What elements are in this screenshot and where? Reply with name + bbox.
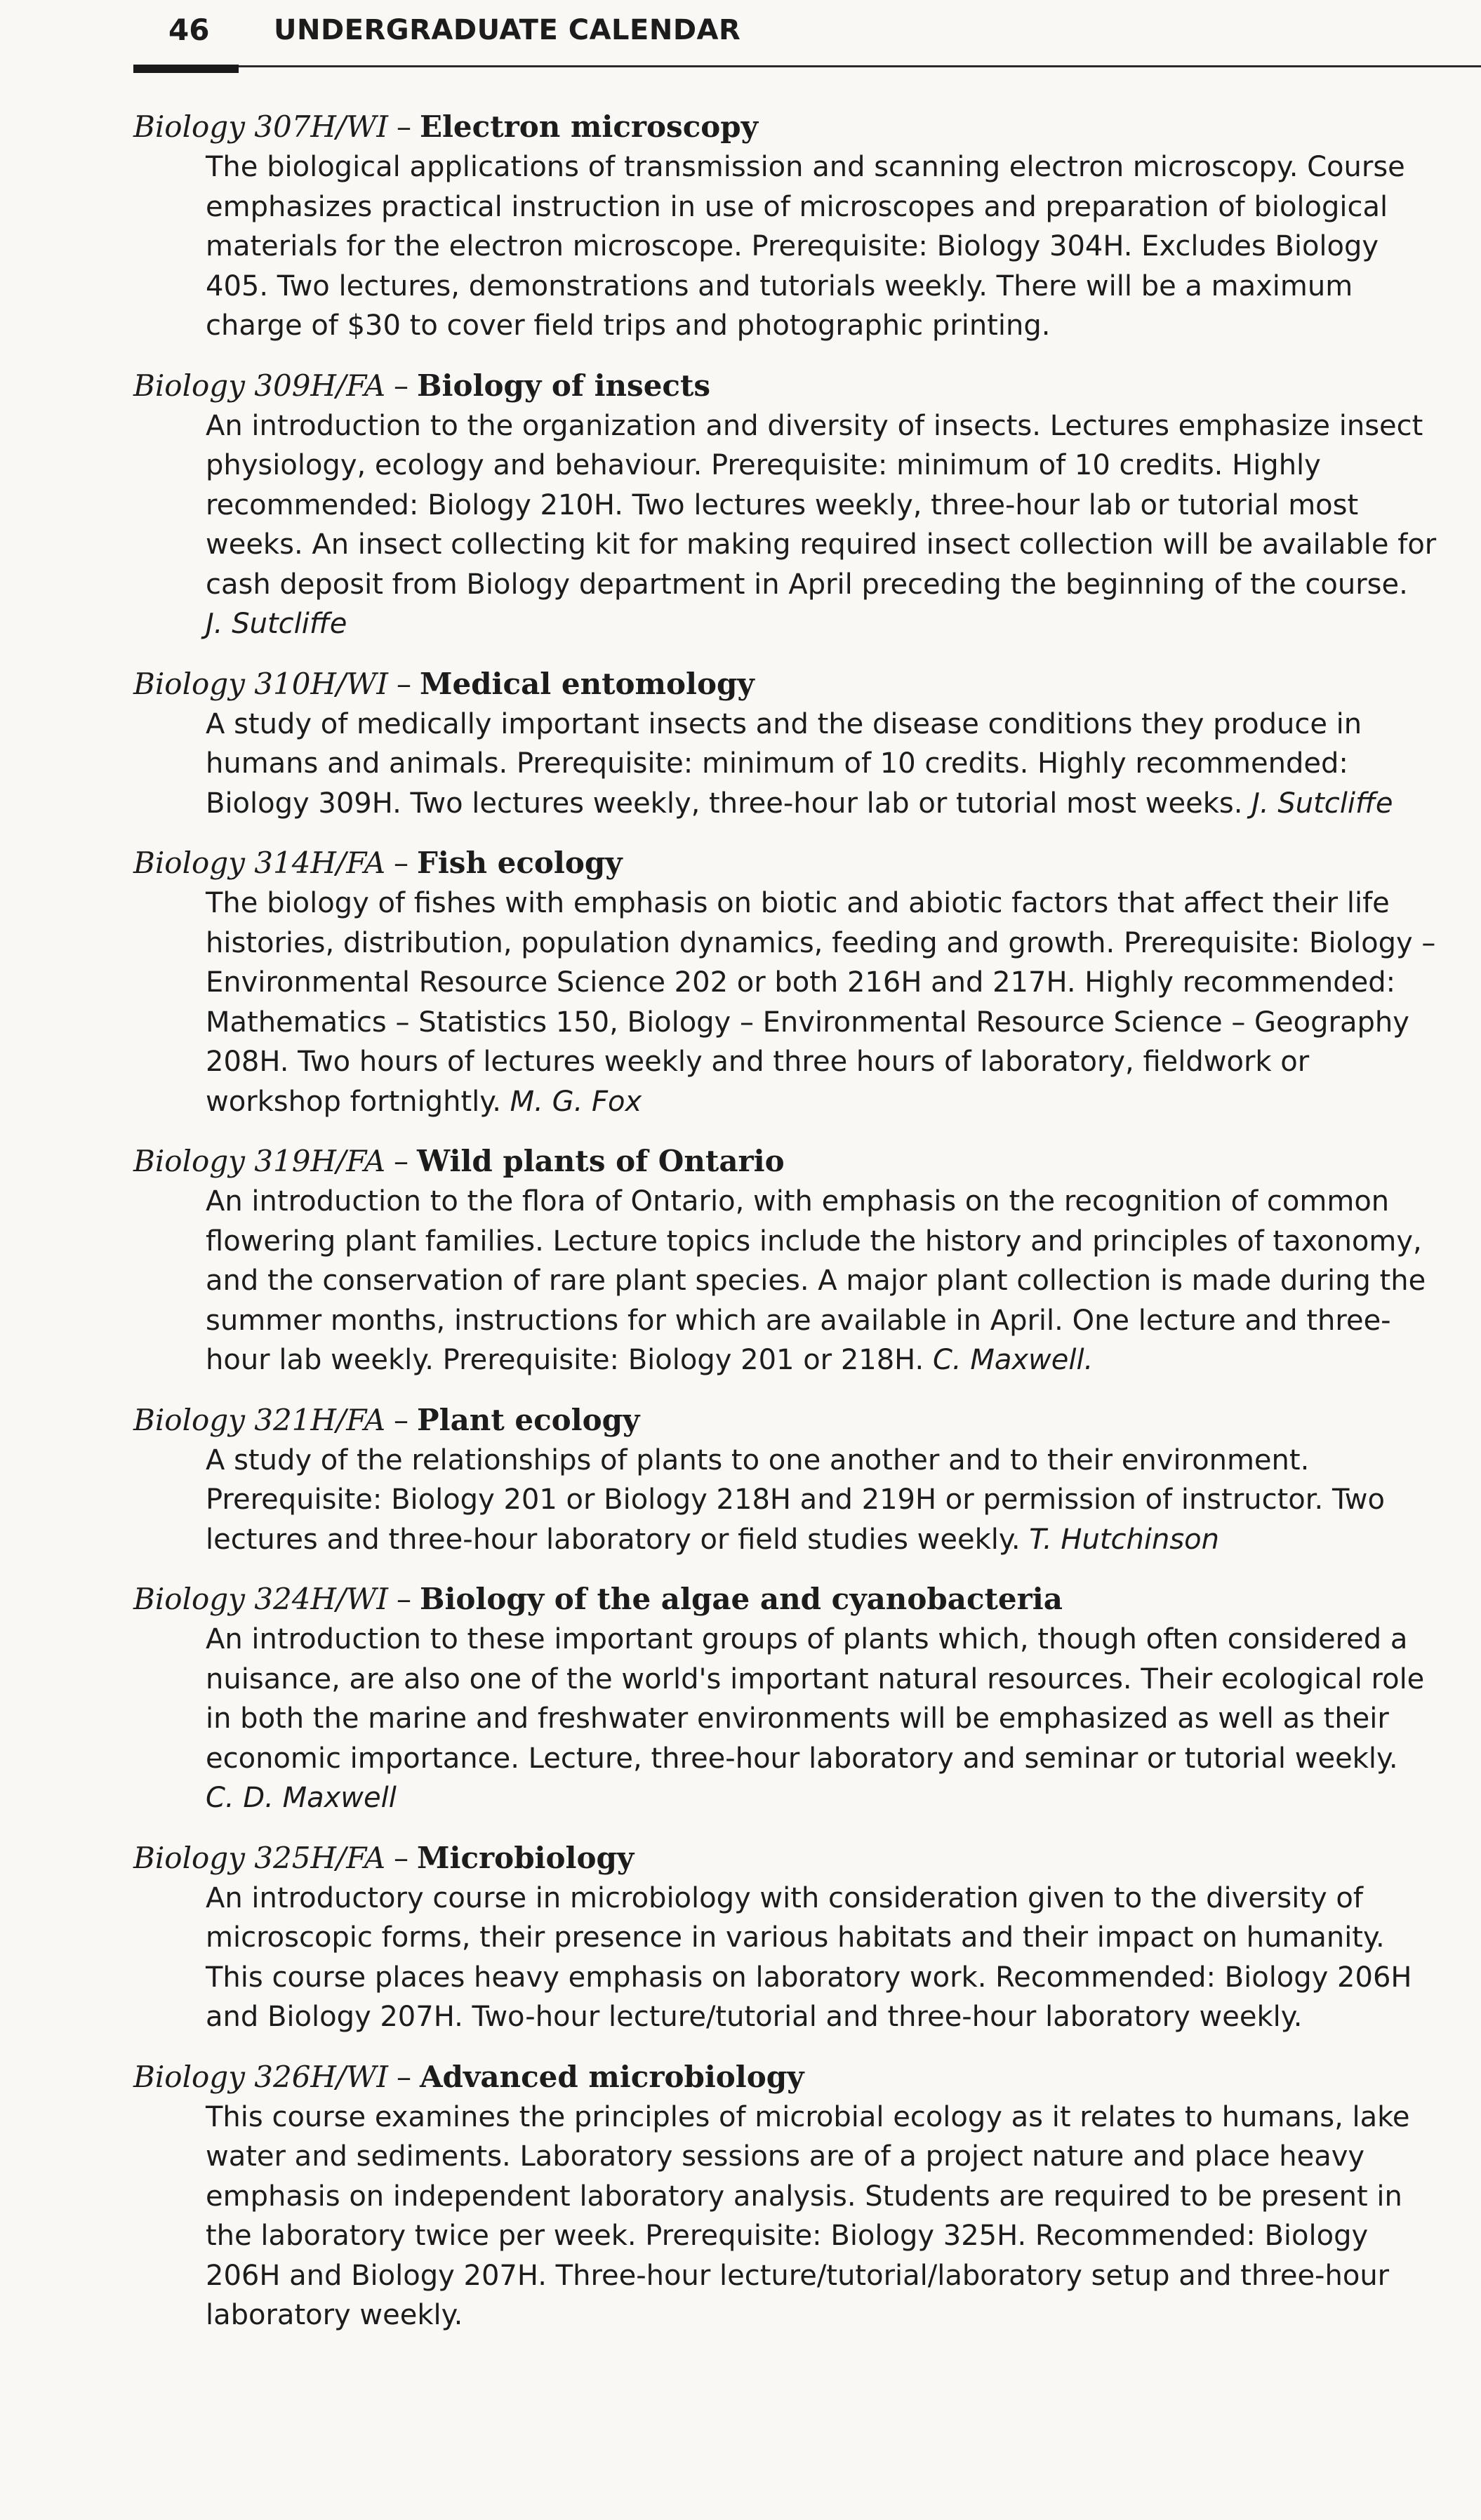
course-entry	[133, 1141, 1439, 1380]
course-description: The biological applications of transmission and scanning electron microscopy. Course emphasizes practical instruction in use of microscopes and preparation of biological materials for the electron microscope. Prerequisite: Biology 304H. Excludes Biology 405. Two lectures, demonstrations and tutorials weekly. There will be a maximum charge of $30 to cover field trips and photographic printing.	[206, 151, 1405, 342]
course-entry	[133, 366, 1439, 644]
course-name: Wild plants of Ontario	[417, 1144, 785, 1178]
course-code: Biology 307H/WI	[133, 109, 388, 144]
course-description-block	[206, 705, 1439, 824]
course-heading: Biology 319H/FA – Wild plants of Ontario	[133, 1144, 785, 1178]
course-name: Biology of insects	[417, 368, 711, 403]
course-description: An introduction to these important groups of plants which, though often considered a nuisance, are also one of the world's important natural resources. Their ecological role in both the marine and freshwater environments will be emphasized as well as their economic importance. Lecture, three-hour laboratory and seminar or tutorial weekly.	[206, 1623, 1425, 1775]
course-description: The biology of fishes with emphasis on biotic and abiotic factors that affect their life histories, distribution, population dynamics, feeding and growth. Prerequisite: Biology – Environmental Resource Science 202 or both 216H and 217H. Highly recommended: Mathematics – Statistics 150, Biology – Environmental Resource Science – Geography 208H. Two hours of lectures weekly and three hours of laboratory, fieldwork or workshop fortnightly.	[206, 887, 1436, 1118]
course-heading: Biology 309H/FA – Biology of insects	[133, 368, 711, 403]
course-description-block	[206, 1441, 1439, 1560]
course-entry	[133, 664, 1439, 824]
course-description-block	[206, 1879, 1439, 2037]
page-number: 46	[168, 13, 210, 47]
course-description-block	[206, 147, 1439, 346]
course-description: An introductory course in microbiology with consideration given to the diversity of microscopic forms, their presence in various habitats and their impact on humanity. This course places heavy emphasis on laboratory work. Recommended: Biology 206H and Biology 207H. Two-hour lecture/tutorial and three-hour laboratory weekly.	[206, 1881, 1412, 2033]
course-name: Fish ecology	[417, 846, 623, 880]
course-code: Biology 310H/WI	[133, 666, 388, 701]
course-instructor: C. D. Maxwell	[206, 1782, 397, 1814]
header-rule-thick	[133, 65, 239, 73]
course-description: An introduction to the flora of Ontario, with emphasis on the recognition of common flowering plant families. Lecture topics include the history and principles of taxonomy, and the conservation of rare plant species. A major plant collection is made during the summer months, instructions for which are available in April. One lecture and three-hour lab weekly. Prerequisite: Biology 201 or 218H.	[206, 1185, 1426, 1376]
course-description: A study of the relationships of plants to one another and to their environment. Prerequisite: Biology 201 or Biology 218H and 219H or permission of instructor. Two lectures and three-hour laboratory or field studies weekly.	[206, 1444, 1385, 1556]
page-header	[133, 0, 1453, 77]
header-rule	[239, 65, 1481, 67]
course-description: An introduction to the organization and diversity of insects. Lectures emphasize insect physiology, ecology and behaviour. Prerequisite: minimum of 10 credits. Highly recommended: Biology 210H. Two lectures weekly, three-hour lab or tutorial most weeks. An insect collecting kit for making required insect collection will be available for cash deposit from Biology department in April preceding the beginning of the course.	[206, 409, 1437, 601]
course-heading: Biology 307H/WI – Electron microscopy	[133, 109, 759, 144]
course-instructor: T. Hutchinson	[1029, 1523, 1219, 1556]
course-list	[133, 107, 1439, 2355]
course-instructor: C. Maxwell.	[932, 1344, 1094, 1376]
course-instructor: M. G. Fox	[510, 1085, 642, 1118]
course-heading: Biology 324H/WI – Biology of the algae and cyanobacteria	[133, 1582, 1063, 1616]
course-instructor: J. Sutcliffe	[1251, 787, 1393, 820]
course-description-block	[206, 406, 1439, 644]
course-description-block	[206, 884, 1439, 1121]
course-name: Plant ecology	[417, 1402, 640, 1437]
course-heading: Biology 325H/FA – Microbiology	[133, 1840, 635, 1875]
course-description: A study of medically important insects and the disease conditions they produce in humans and animals. Prerequisite: minimum of 10 credits. Highly recommended: Biology 309H. Two lectures weekly, three-hour lab or tutorial most weeks.	[206, 707, 1362, 820]
course-name: Microbiology	[417, 1840, 635, 1875]
course-code: Biology 309H/FA	[133, 368, 386, 403]
course-entry	[133, 1400, 1439, 1560]
course-heading: Biology 314H/FA – Fish ecology	[133, 846, 623, 880]
course-entry	[133, 1579, 1439, 1818]
course-code: Biology 326H/WI	[133, 2059, 388, 2094]
course-name: Medical entomology	[419, 666, 755, 701]
course-name: Biology of the algae and cyanobacteria	[419, 1582, 1063, 1616]
course-description-block	[206, 1620, 1439, 1818]
course-entry	[133, 107, 1439, 346]
course-heading: Biology 326H/WI – Advanced microbiology	[133, 2059, 804, 2094]
course-heading: Biology 310H/WI – Medical entomology	[133, 666, 755, 701]
course-heading: Biology 321H/FA – Plant ecology	[133, 1402, 640, 1437]
course-code: Biology 324H/WI	[133, 1582, 388, 1616]
course-description-block	[206, 2098, 1439, 2335]
course-name: Electron microscopy	[419, 109, 759, 144]
course-entry	[133, 843, 1439, 1121]
course-code: Biology 325H/FA	[133, 1840, 386, 1875]
course-code: Biology 319H/FA	[133, 1144, 386, 1178]
course-description: This course examines the principles of microbial ecology as it relates to humans, lake water and sediments. Laboratory sessions are of a project nature and place heavy emphasis on independent laboratory analysis. Students are required to be present in the laboratory twice per week. Prerequisite: Biology 325H. Recommended: Biology 206H and Biology 207H. Three-hour lecture/tutorial/laboratory setup and three-hour laboratory weekly.	[206, 2100, 1410, 2331]
course-code: Biology 321H/FA	[133, 1402, 386, 1437]
running-title: UNDERGRADUATE CALENDAR	[274, 14, 741, 46]
course-entry	[133, 2057, 1439, 2335]
course-instructor: J. Sutcliffe	[206, 608, 347, 640]
course-code: Biology 314H/FA	[133, 846, 386, 880]
course-entry	[133, 1838, 1439, 2037]
course-name: Advanced microbiology	[419, 2059, 804, 2094]
course-description-block	[206, 1182, 1439, 1380]
